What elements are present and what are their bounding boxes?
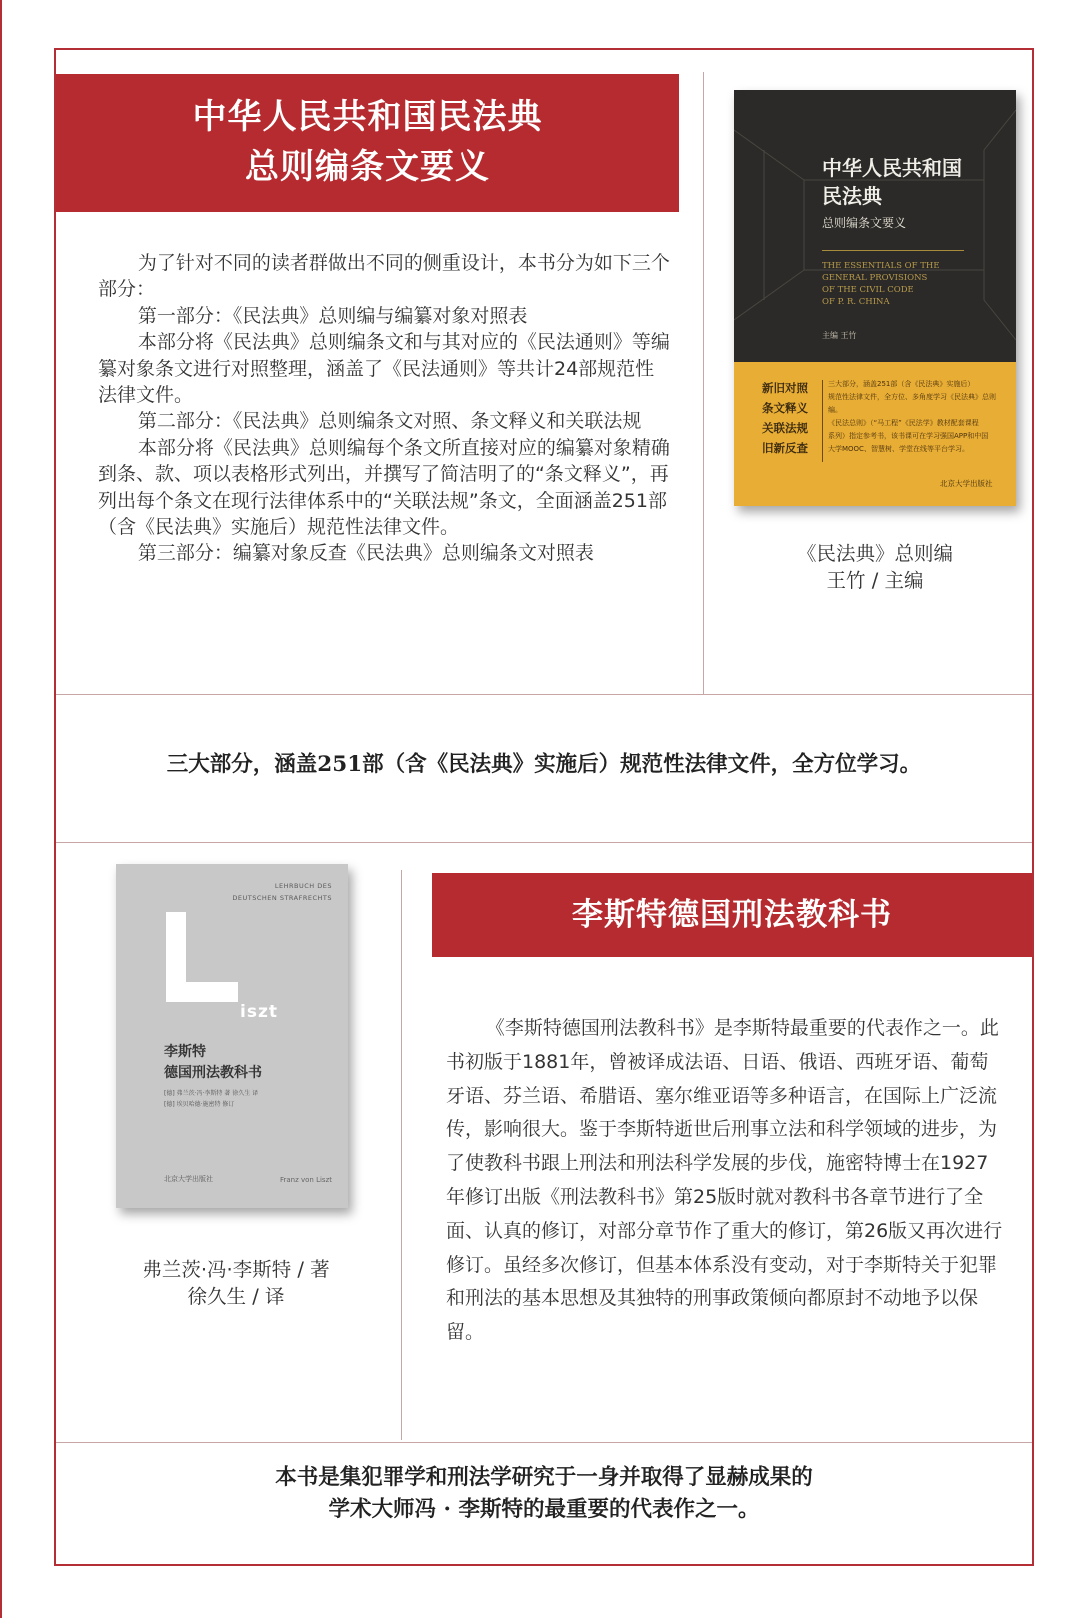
- left-edge-line: [0, 0, 2, 1618]
- cover-title-line2: 民法典: [822, 184, 882, 208]
- paragraph: 第二部分：《民法典》总则编条文对照、条文释义和关联法规: [137, 410, 642, 433]
- section2-description: [446, 1012, 1004, 1350]
- author-line: [德] 埃贝哈德·施密特 修订: [164, 1101, 235, 1108]
- banner-title-line1: 中华人民共和国民法典: [192, 97, 543, 137]
- tag: 关联法规: [762, 421, 808, 435]
- desc-line: 大学MOOC、智慧树、学堂在线等平台学习。: [828, 445, 969, 453]
- cover-publisher: 北京大学出版社: [940, 479, 993, 488]
- cover-letter-L-foot: [166, 982, 238, 1002]
- section1-summary: 三大部分，涵盖251部（含《民法典》实施后）规范性法律文件，全方位学习。: [166, 752, 922, 777]
- english-line: OF P. R. CHINA: [822, 297, 890, 307]
- divider: [56, 1442, 1032, 1443]
- desc-line: 《民法总则》（“马工程”《民法学》教材配套课程: [828, 419, 979, 427]
- caption-author: 弗兰茨·冯·李斯特 / 著: [142, 1258, 330, 1281]
- cover-publisher: 北京大学出版社: [164, 1175, 213, 1183]
- english-line: THE ESSENTIALS OF THE: [822, 261, 940, 271]
- cover-editor: 主编 王竹: [822, 331, 857, 340]
- cover-title: [822, 154, 962, 210]
- caption-translator: 徐久生 / 译: [187, 1285, 285, 1308]
- german-line: DEUTSCHEN STRAFRECHTS: [232, 894, 332, 902]
- divider: [56, 694, 1032, 695]
- band-divider: [822, 380, 823, 462]
- cover-yellow-band: [734, 362, 1016, 506]
- author-line: [德] 弗兰茨·冯·李斯特 著 徐久生 译: [164, 1090, 259, 1097]
- cover-title-line2: 德国刑法教科书: [164, 1065, 262, 1081]
- cover-title-line1: 中华人民共和国: [822, 156, 962, 180]
- tag: 新旧对照: [762, 381, 808, 395]
- paragraph: 《李斯特德国刑法教科书》是李斯特最重要的代表作之一。此书初版于1881年，曾被译成法语、日语、俄语、西班牙语、葡萄牙语、芬兰语、希腊语、塞尔维亚语等多种语言，在国际上广泛流传，影响很大。鉴于李斯特逝世后刑事立法和科学领域的进步，为了使教科书跟上刑法和刑法科学发展的步伐，施密特博士在1927年修订出版《刑法教科书》第25版时就对教科书各章节进行了全面、认真的修订，对部分章节作了重大的修订，第26版又再次进行修订。虽经多次修订，但基本体系没有变动，对于李斯特关于犯罪和刑法的基本思想及其独特的刑事政策倾向都原封不动地予以保留。: [446, 1017, 1003, 1344]
- caption-title: 《民法典》总则编: [796, 542, 953, 565]
- caption-editor: 王竹 / 主编: [826, 569, 924, 592]
- english-line: OF THE CIVIL CODE: [822, 285, 914, 295]
- cover-tags: [762, 378, 820, 458]
- section2-divider: [401, 870, 402, 1440]
- cover-band-description: [828, 378, 1004, 456]
- cover-rule: [822, 250, 964, 251]
- cover-liszt-word: iszt: [240, 1002, 278, 1022]
- desc-line: 三大部分，涵盖251部（含《民法典》实施后）: [828, 380, 975, 388]
- paragraph: 本部分将《民法典》总则编每个条文所直接对应的编纂对象精确到条、款、项以表格形式列出，并撰写了简洁明了的“条文释义”，再列出每个条文在现行法律体系中的“关联法规”条文，全面涵盖251部（含《民法典》实施后）规范性法律文件。: [98, 436, 670, 539]
- cover-title: [164, 1042, 262, 1084]
- section1-divider: [703, 72, 704, 694]
- paragraph: 第三部分：编纂对象反查《民法典》总则编条文对照表: [137, 542, 594, 565]
- paragraph: 本部分将《民法典》总则编条文和与其对应的《民法通则》等编纂对象条文进行对照整理，涵盖了《民法通则》等共计24部规范性法律文件。: [98, 331, 670, 407]
- cover-english-title: [822, 260, 972, 308]
- desc-line: 规范性法律文件，全方位、多角度学习《民法典》总则编。: [828, 393, 996, 414]
- cover-author-name: Franz von Liszt: [279, 1176, 332, 1184]
- cover-title-line1: 李斯特: [164, 1044, 206, 1060]
- book-cover-liszt: [116, 864, 348, 1208]
- section1-description: [98, 250, 670, 567]
- english-line: GENERAL PROVISIONS: [822, 273, 928, 283]
- german-line: LEHRBUCH DES: [274, 882, 332, 890]
- cover-subtitle: 总则编条文要义: [822, 216, 907, 230]
- book1-caption: [734, 540, 1016, 594]
- book-cover-civil-code: [734, 90, 1016, 506]
- divider: [56, 842, 1032, 843]
- section1-banner: [56, 74, 679, 212]
- paragraph: 第一部分：《民法典》总则编与编纂对象对照表: [137, 304, 528, 327]
- desc-line: 系列）指定参考书，该书课可在学习强国APP和中国: [828, 432, 989, 440]
- tag: 条文释义: [762, 401, 808, 415]
- summary-line1: 本书是集犯罪学和刑法学研究于一身并取得了显赫成果的: [275, 1465, 813, 1490]
- paragraph: 为了针对不同的读者群做出不同的侧重设计，本书分为如下三个部分：: [98, 252, 670, 301]
- book2-caption: [116, 1256, 356, 1310]
- tag: 旧新反查: [762, 441, 808, 455]
- section2-banner: 李斯特德国刑法教科书: [432, 873, 1032, 957]
- cover-german-title: [232, 880, 332, 904]
- banner-title-line2: 总则编条文要义: [245, 147, 490, 187]
- section2-summary: [56, 1462, 1032, 1526]
- cover-authors: [164, 1088, 258, 1110]
- summary-line2: 学术大师冯 · 李斯特的最重要的代表作之一。: [328, 1497, 760, 1522]
